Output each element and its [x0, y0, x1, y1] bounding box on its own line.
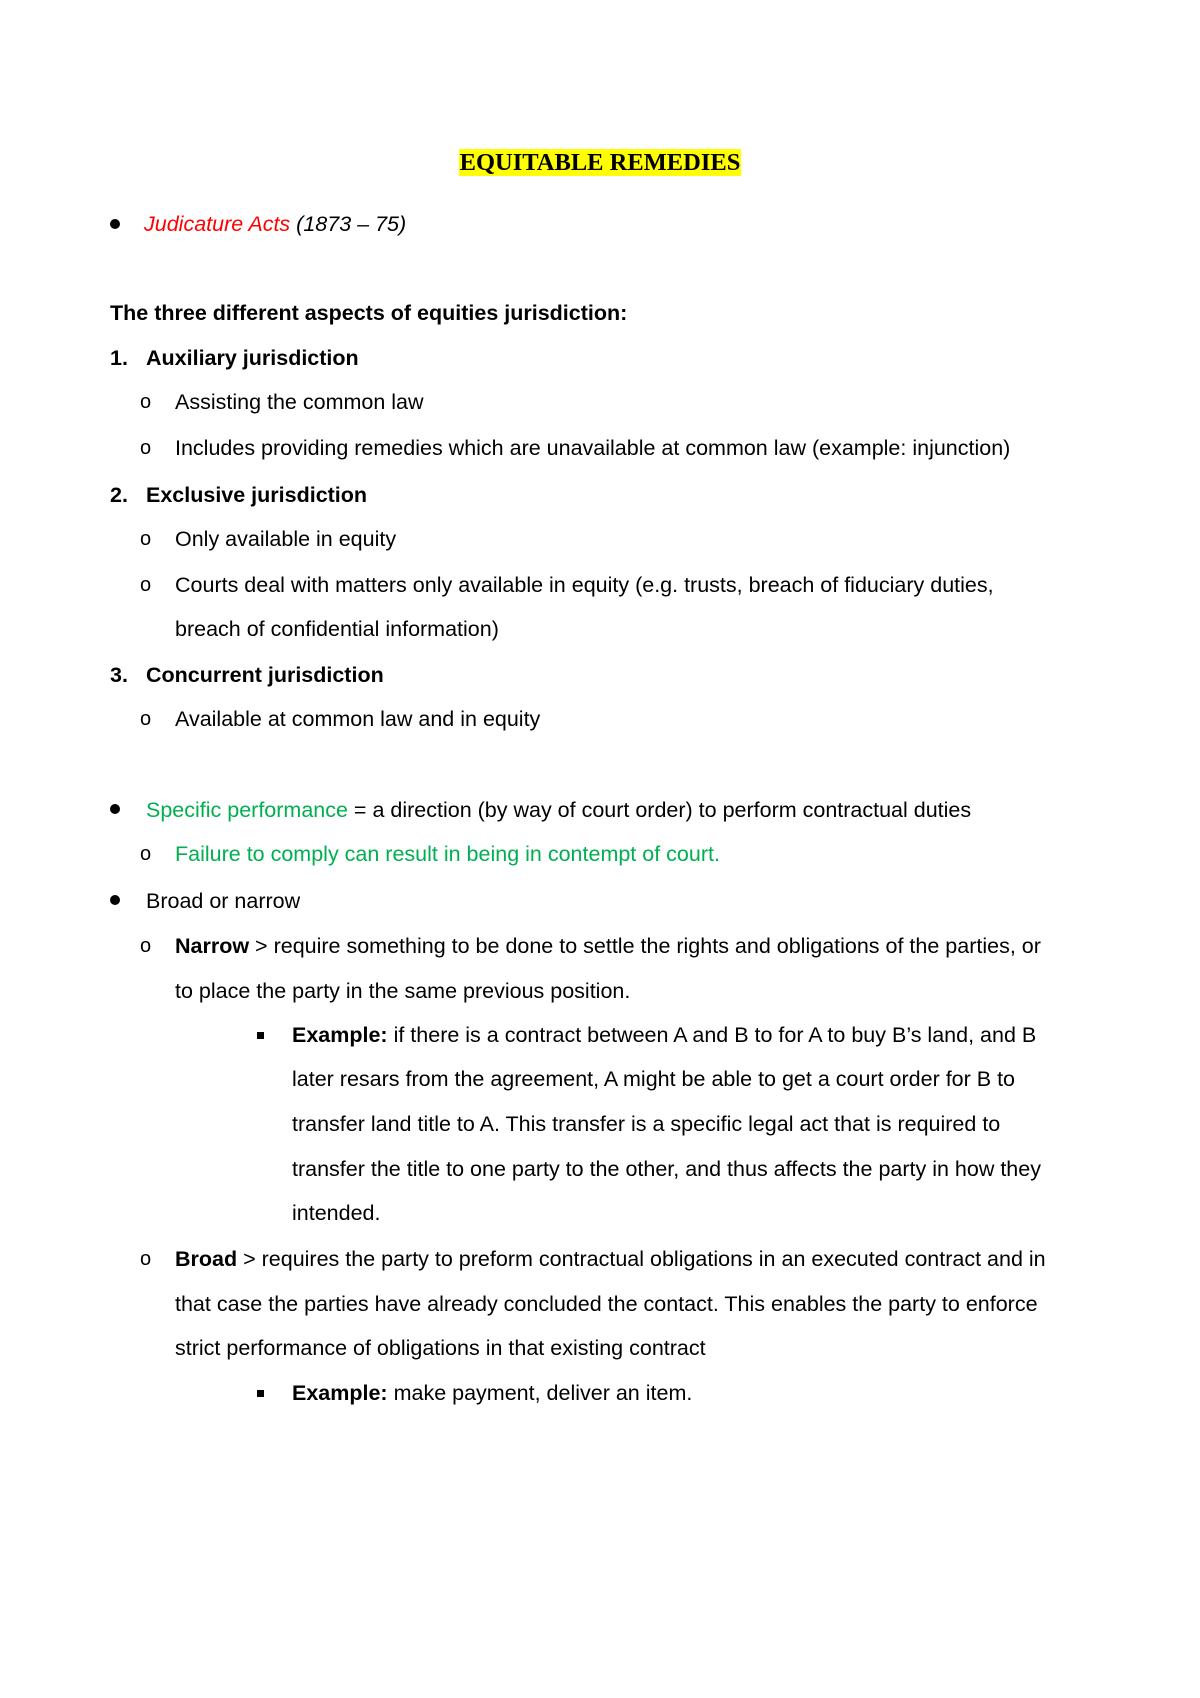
example-label: Example:	[292, 1023, 388, 1047]
specific-performance-term: Specific performance	[146, 798, 348, 822]
list-number: 1.	[110, 346, 128, 370]
contempt-note: Failure to comply can result in being in contempt of court.	[175, 842, 720, 866]
jurisdiction-label: Exclusive jurisdiction	[146, 483, 368, 507]
judicature-line	[144, 210, 406, 238]
jurisdiction-label: Auxiliary jurisdiction	[146, 346, 359, 370]
jurisdiction-point: Assisting the common law	[175, 390, 424, 414]
broad-text: > requires the party to preform contractual obligations in an executed contract and in	[237, 1247, 1046, 1271]
square-bullet	[257, 1032, 264, 1039]
narrow-text: > require something to be done to settle the rights and obligations of the parties, or	[249, 934, 1041, 958]
example-text: make payment, deliver an item.	[387, 1381, 693, 1405]
narrow-example-line-1	[292, 1021, 1036, 1049]
specific-performance-definition: = a direction (by way of court order) to perform contractual duties	[347, 798, 972, 822]
narrow-label: Narrow	[175, 934, 250, 958]
narrow-example-line: transfer the title to one party to the other, and thus affects the party in how they	[292, 1157, 1041, 1181]
list-number: 2.	[110, 483, 128, 507]
bullet-dot	[110, 895, 120, 905]
jurisdiction-label: Concurrent jurisdiction	[146, 663, 384, 687]
broad-line: strict performance of obligations in that existing contract	[175, 1336, 706, 1360]
specific-performance-line	[146, 796, 971, 824]
jurisdiction-point-continued: breach of confidential information)	[175, 617, 499, 641]
bullet-dot	[110, 804, 120, 814]
broad-line-1	[175, 1245, 1046, 1273]
jurisdiction-point: Available at common law and in equity	[175, 707, 541, 731]
circle-bullet: o	[140, 574, 152, 596]
broad-or-narrow: Broad or narrow	[146, 889, 301, 913]
jurisdiction-point: Includes providing remedies which are unavailable at common law (example: injunction)	[175, 436, 1011, 460]
narrow-line-2: to place the party in the same previous position.	[175, 979, 631, 1003]
bullet-dot	[110, 219, 120, 229]
narrow-example-line: later resars from the agreement, A might be able to get a court order for B to	[292, 1067, 1016, 1091]
example-text: if there is a contract between A and B to for A to buy B’s land, and B	[387, 1023, 1037, 1047]
document-title	[0, 148, 1200, 178]
circle-bullet: o	[140, 1248, 152, 1270]
narrow-line-1	[175, 932, 1041, 960]
narrow-example-line: intended.	[292, 1201, 381, 1225]
list-number: 3.	[110, 663, 128, 687]
circle-bullet: o	[140, 528, 152, 550]
circle-bullet: o	[140, 708, 152, 730]
example-label: Example:	[292, 1381, 388, 1405]
broad-line: that case the parties have already concluded the contact. This enables the party to enforce	[175, 1292, 1038, 1316]
circle-bullet: o	[140, 437, 152, 459]
judicature-name: Judicature Acts	[144, 212, 291, 236]
circle-bullet: o	[140, 935, 152, 957]
jurisdiction-point: Only available in equity	[175, 527, 397, 551]
aspects-heading: The three different aspects of equities jurisdiction:	[110, 301, 628, 325]
circle-bullet: o	[140, 391, 152, 413]
broad-label: Broad	[175, 1247, 238, 1271]
square-bullet	[257, 1390, 264, 1397]
narrow-example-line: transfer land title to A. This transfer is a specific legal act that is required to	[292, 1112, 1001, 1136]
broad-example-line	[292, 1379, 692, 1407]
judicature-dates: (1873 – 75)	[296, 212, 407, 236]
title-text: EQUITABLE REMEDIES	[459, 149, 741, 176]
circle-bullet: o	[140, 843, 152, 865]
jurisdiction-point: Courts deal with matters only available in equity (e.g. trusts, breach of fiduciary duties,	[175, 573, 994, 597]
